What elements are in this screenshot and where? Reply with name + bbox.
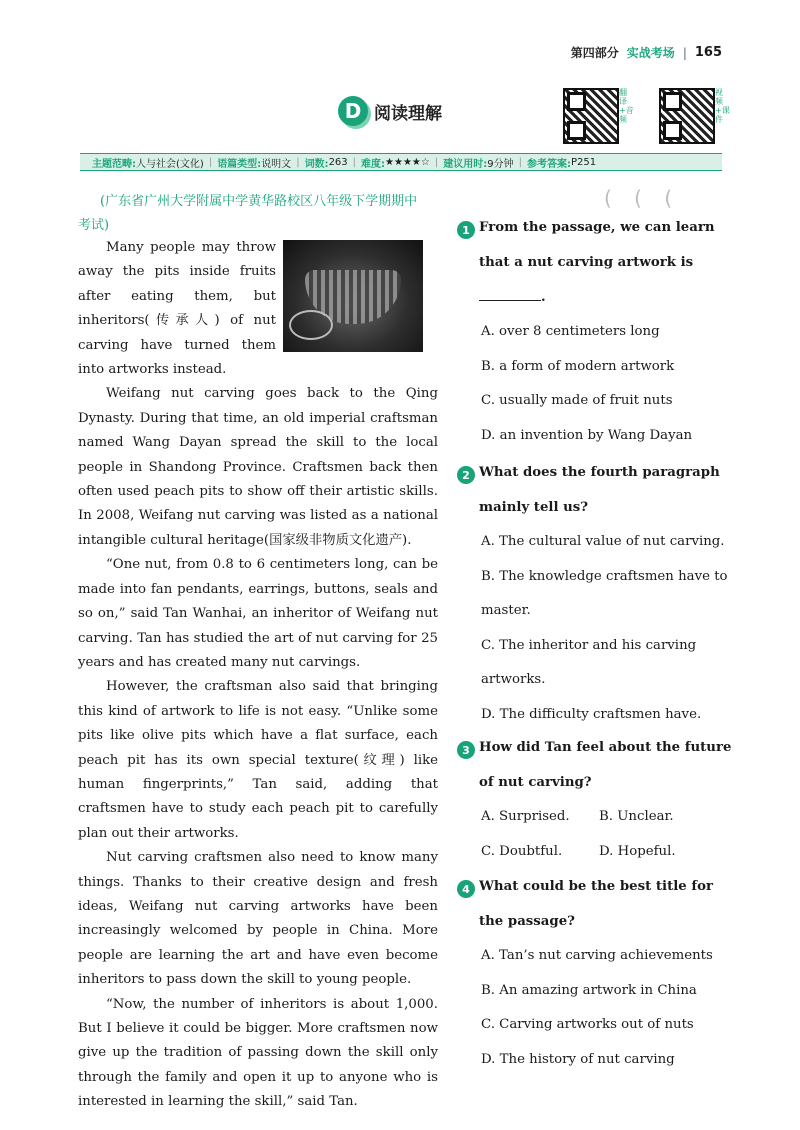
page-number: 165: [694, 45, 722, 60]
paragraph-3: “One nut, from 0.8 to 6 centimeters long, can be made into fan pendants, earrings, buttons, seals and so on,” said Tan Wanhai, an inheritor of Weifang nut carving. Tan has studied the art of nut carving for 25 years and has created many nut carvings.: [78, 557, 438, 670]
answer-blank[interactable]: [479, 286, 541, 301]
qr-label-translation: 翻译+音频: [619, 88, 634, 124]
option-b[interactable]: B. Unclear.: [599, 809, 674, 824]
option-a[interactable]: A. Surprised.: [481, 809, 570, 824]
genre-value: 说明文: [261, 158, 292, 170]
qr-code-translation[interactable]: [563, 88, 619, 144]
header-separator: |: [682, 45, 687, 60]
info-bar: 主题范畴: 人与社会(文化) | 语篇类型: 说明文 | 词数: 263 | 难度: ★★★★☆ | 建议用时: 9分钟 | 参考答案: P251: [80, 153, 722, 171]
difficulty-label: 难度:: [361, 158, 386, 170]
time-value: 9分钟: [487, 158, 514, 170]
option-d[interactable]: D. The history of nut carving: [481, 1051, 675, 1067]
question-stem: [479, 210, 737, 315]
answer-value: P251: [570, 156, 597, 168]
question-number: 2: [457, 466, 475, 484]
paragraph-2: Weifang nut carving goes back to the Qing Dynasty. During that time, an old imperial craftsman named Wang Dayan spread the skill to the local people in Shandong Province. Craftsmen back then often used peach pits to show off their artistic skills. In 2008, Weifang nut carving was listed as a national intangible cultural heritage(国家级非物质文化遗产).: [78, 386, 438, 548]
reading-passage: [78, 236, 438, 1115]
section-label: 第四部分: [570, 46, 619, 60]
option-a[interactable]: A. Tan’s nut carving achievements: [481, 948, 713, 963]
question-4: [457, 877, 737, 1077]
paragraph-4: However, the craftsman also said that bringing this kind of artwork to life is not easy. “Unlike some pits like olive pits which have a flat surface, each peach pit has its own special texture(纹理) like human fingerprints,” Tan said, adding that craftsmen have to study each peach pit to carefully plan out their artworks.: [78, 679, 438, 841]
source-note: (广东省广州大学附属中学黄华路校区八年级下学期期中考试): [78, 194, 418, 233]
options-row-1: [457, 800, 737, 835]
page-header: [571, 44, 722, 61]
decorative-arcs: ( ( (: [604, 186, 681, 210]
paragraph-5: Nut carving craftsmen also need to know many things. Thanks to their creative design and fresh ideas, Weifang nut carving artworks have been increasingly welcomed by people in China. More people are learning the art and have even become inheritors to pass down the skill to young people.: [78, 850, 438, 988]
paragraph-1: Many people may throw away the pits inside fruits after eating them, but inheritors(传承人) of nut carving have turned them into artworks instead.: [78, 240, 276, 378]
question-number: 1: [457, 221, 475, 239]
option-a[interactable]: A. over 8 centimeters long: [481, 324, 660, 339]
option-d[interactable]: D. The difficulty craftsmen have.: [481, 706, 702, 722]
qr-code-video[interactable]: [659, 88, 715, 144]
genre-label: 语篇类型:: [217, 158, 262, 170]
option-a[interactable]: A. The cultural value of nut carving.: [481, 534, 725, 549]
question-3: [457, 738, 737, 869]
option-c[interactable]: C. Carving artworks out of nuts: [481, 1017, 694, 1032]
option-b[interactable]: B. a form of modern artwork: [481, 358, 675, 374]
words-value: 263: [328, 156, 348, 168]
words-label: 词数:: [304, 158, 329, 170]
question-stem: What does the fourth paragraph mainly tell us?: [479, 465, 720, 515]
question-stem-text: From the passage, we can learn that a nut carving artwork is: [479, 220, 715, 270]
difficulty-value: ★★★★☆: [385, 156, 430, 168]
question-2: [457, 463, 737, 732]
option-c[interactable]: C. usually made of fruit nuts: [481, 393, 673, 408]
question-stem: How did Tan feel about the future of nut carving?: [479, 740, 732, 790]
answer-label: 参考答案:: [526, 158, 571, 170]
question-1: [457, 218, 737, 453]
theme-value: 人与社会(文化): [136, 158, 204, 170]
paragraph-6: “Now, the number of inheritors is about 1,000. But I believe it could be bigger. More craftsmen now give up the tradition of passing down the skill only through the family and open it up to anyone who is interested in learning the skill,” said Tan.: [78, 996, 438, 1110]
section-badge: D: [338, 96, 368, 126]
theme-label: 主题范畴:: [92, 158, 136, 170]
question-number: 3: [457, 741, 475, 759]
question-number: 4: [457, 880, 475, 898]
option-b[interactable]: B. An amazing artwork in China: [481, 982, 697, 998]
option-c[interactable]: C. Doubtful.: [481, 843, 563, 859]
section-title: [338, 96, 442, 126]
question-stem-end: .: [541, 290, 546, 305]
page-title: 阅读理解: [374, 103, 442, 124]
options-row-2: [457, 835, 737, 870]
qr-label-video: 视频+课件: [715, 88, 730, 124]
question-stem: What could be the best title for the passage?: [479, 879, 713, 929]
option-d[interactable]: D. Hopeful.: [599, 843, 676, 859]
time-label: 建议用时:: [443, 158, 488, 170]
option-d[interactable]: D. an invention by Wang Dayan: [481, 427, 693, 443]
option-b[interactable]: B. The knowledge craftsmen have to master.: [481, 568, 728, 618]
option-c[interactable]: C. The inheritor and his carving artworks.: [481, 637, 697, 687]
section-name: 实战考场: [626, 46, 675, 60]
